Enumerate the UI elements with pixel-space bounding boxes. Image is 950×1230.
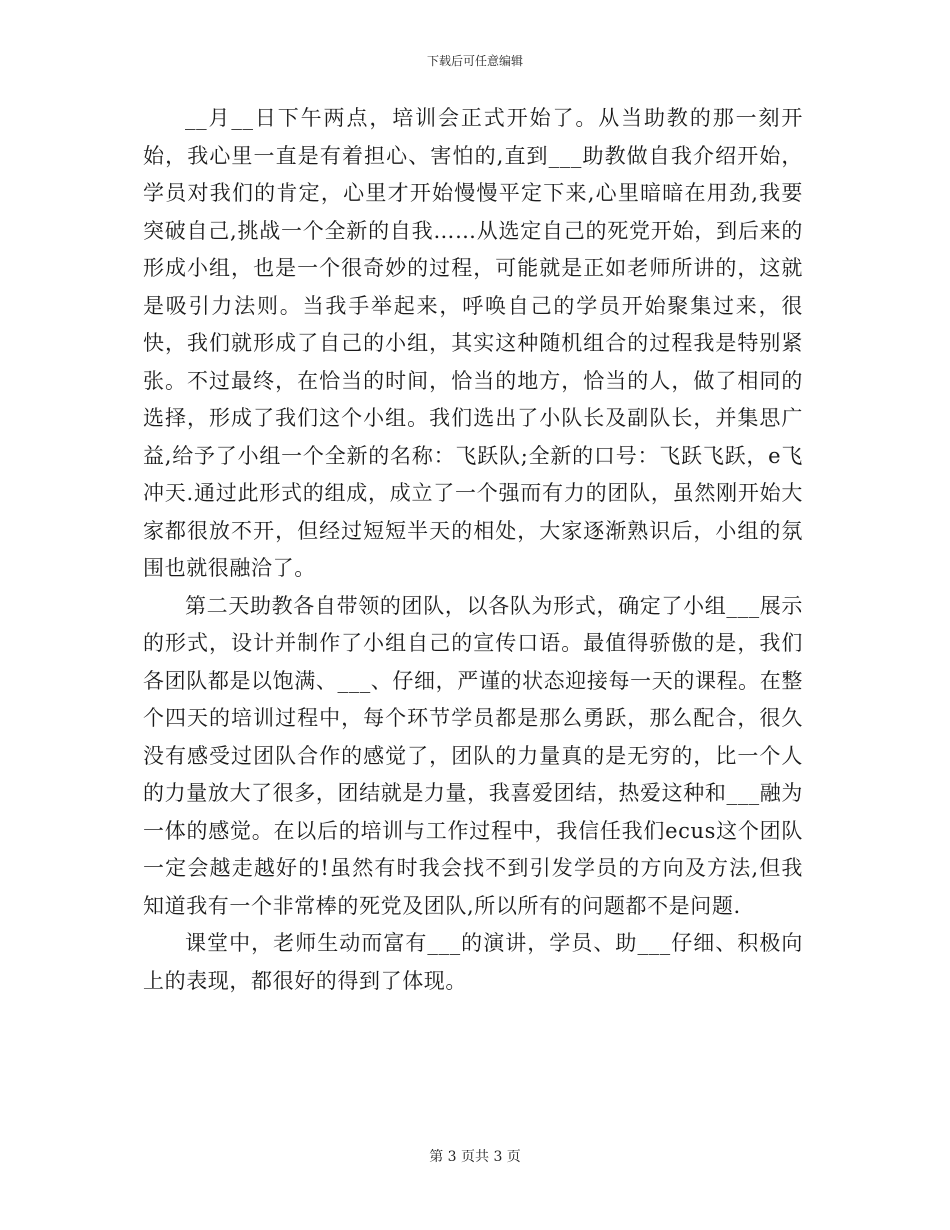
- page-header: 下载后可任意编辑: [426, 54, 523, 68]
- paragraph: 第二天助教各自带领的团队，以各队为形式，确定了小组___展示的形式，设计并制作了小组自己的宣传口语。最值得骄傲的是，我们各团队都是以饱满、___、仔细，严谨的状态迎接每一天的课程。在整个四天的培训过程中，每个环节学员都是那么勇跃，那么配合，很久没有感受过团队合作的感觉了，团队的力量真的是无穷的，比一个人的力量放大了很多，团结就是力量，我喜爱团结，热爱这种和___融为一体的感觉。在以后的培训与工作过程中，我信任我们ecus这个团队一定会越走越好的!虽然有时我会找不到引发学员的方向及方法,但我知道我有一个非常棒的死党及团队,所以所有的问题都不是问题.: [143, 593, 803, 918]
- paragraph: __月__日下午两点，培训会正式开始了。从当助教的那一刻开始，我心里一直是有着担心、害怕的,直到___助教做自我介绍开始，学员对我们的肯定，心里才开始慢慢平定下来,心里暗暗在用劲,我要突破自己,挑战一个全新的自我……从选定自己的死党开始，到后来的形成小组，也是一个很奇妙的过程，可能就是正如老师所讲的，这就是吸引力法则。当我手举起来，呼唤自己的学员开始聚集过来，很快，我们就形成了自己的小组，其实这种随机组合的过程我是特别紧张。不过最终，在恰当的时间，恰当的地方，恰当的人，做了相同的选择，形成了我们这个小组。我们选出了小队长及副队长，并集思广益,给予了小组一个全新的名称：飞跃队;全新的口号：飞跃飞跃，e飞冲天.通过此形式的组成，成立了一个强而有力的团队，虽然刚开始大家都很放不开，但经过短短半天的相处，大家逐渐熟识后，小组的氛围也就很融洽了。: [143, 106, 803, 580]
- document-body: [143, 100, 803, 1000]
- paragraph: 课堂中，老师生动而富有___的演讲，学员、助___仔细、积极向上的表现，都很好的得到了体现。: [143, 931, 803, 993]
- page-number: 第 3 页共 3 页: [429, 1149, 521, 1165]
